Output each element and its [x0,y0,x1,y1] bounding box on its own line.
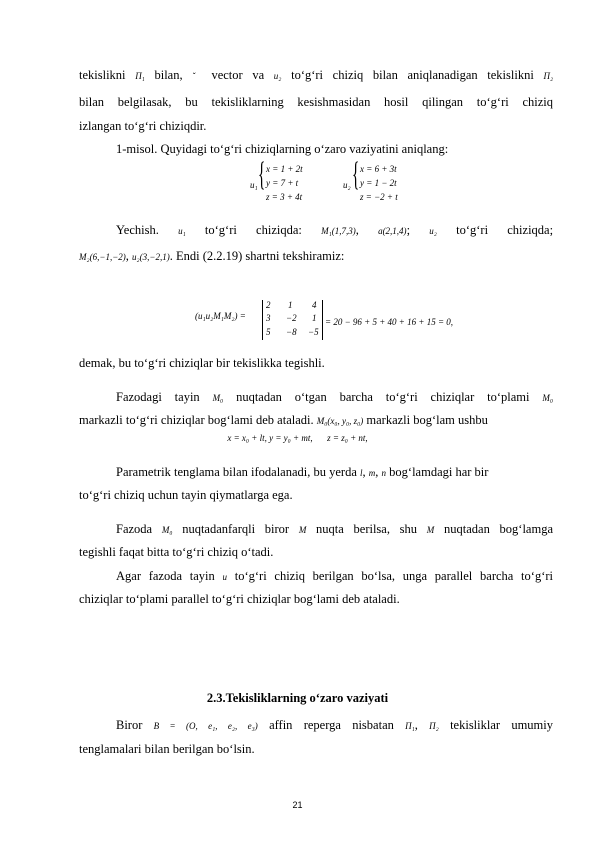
left-brace: { [258,156,266,193]
equation-row: z = 3 + 4t [266,192,303,202]
det-bar-right [322,300,323,340]
point-symbol: M₀ [212,393,224,403]
text: bilan, [154,68,183,82]
text: , [355,223,359,237]
vector-symbol: u₂(3,−2,1) [132,252,170,262]
text: , [365,433,368,443]
det-cell: 4 [312,300,317,310]
det-cell: 3 [266,313,271,323]
plane-symbol: Π₁ [405,721,415,731]
text: nuqta berilsa, shu [316,522,418,536]
text: markazli bog‘lam ushbu [366,413,488,427]
text: to‘g‘ri chiziq berilgan bo‘lsa, unga parallel barcha to‘g‘ri [234,569,553,583]
point-symbol: M₁(1,7,3) [321,226,356,236]
parameter-symbol: n [381,468,387,478]
det-cell: −8 [286,327,297,337]
plane-symbol: Π₂ [429,721,439,731]
text: bog‘lamdagi har bir [389,465,489,479]
conclusion: demak, bu to‘g‘ri chiziqlar bir tekislikka tegishli. [79,356,325,370]
text: nuqtadan o‘tgan barcha to‘g‘ri chiziqlar to‘plami [236,390,530,404]
bundle-line-5 [116,521,553,538]
det-cell: 1 [288,300,293,310]
equation-row: z = −2 + t [360,192,398,202]
left-brace: { [352,156,360,193]
text: tekislikni [79,68,126,82]
text: , [125,249,129,263]
parametric-equation [0,433,595,443]
bundle-line-7 [116,568,553,585]
text: , [362,465,366,479]
text: ; [406,223,411,237]
text: to‘g‘ri chiziq bilan aniqlanadigan tekislikni [291,68,534,82]
point-symbol: M [426,525,435,535]
parameter-symbol: l [360,468,363,478]
text: Fazodagi tayin [116,390,200,404]
u2-label: u₂ [343,180,351,190]
text: Parametrik tenglama bilan ifodalanadi, bu yerda [116,465,357,479]
text: Yechish. [116,223,159,237]
point-symbol: M₀(x₀, y₀, z₀) [316,416,364,426]
paragraph-1-line-3: izlangan to‘g‘ri chiziqdir. [79,119,207,133]
point-symbol: M₀ [161,525,173,535]
det-cell: 2 [266,300,271,310]
det-cell: −5 [308,327,319,337]
bundle-line-8: chiziqlar to‘plami parallel to‘g‘ri chiziqlar bog‘lami deb ataladi. [79,592,400,606]
text: markazli to‘g‘ri chiziqlar bog‘lami deb ataladi. [79,413,314,427]
equation: x = x₀ + lt, y = y₀ + mt [227,433,311,443]
vector-symbol: a(2,1,4) [378,226,407,236]
text: Agar fazoda tayin [116,569,215,583]
det-left: (u₁u₂M₁M₂) = [195,311,246,321]
paragraph-1-line-2: bilan belgilasak, bu tekisliklarning kesishmasidan hosil qilingan to‘g‘ri chiziq [79,95,553,109]
text: to‘g‘ri chiziqda; [456,223,554,237]
equation: z = z₀ + nt [327,433,366,443]
text: . Endi (2.2.19) shartni tekshiramiz: [169,249,345,263]
example-intro: 1-misol. Quyidagi to‘g‘ri chiziqlarning o‘zaro vaziyatini aniqlang: [116,142,449,156]
equation-row: y = 1 − 2t [360,178,397,188]
text: nuqtadan bog‘lamga [444,522,553,536]
equation-row: x = 6 + 3t [360,164,397,174]
paragraph-1-line-1 [79,67,553,84]
bundle-line-6: tegishli faqat bitta to‘g‘ri chiziq o‘tadi. [79,545,274,559]
equation-row: x = 1 + 2t [266,164,303,174]
det-cell: 5 [266,327,271,337]
section-line-2: tenglamalari bilan berilgan bo‘lsin. [79,742,255,756]
text: to‘g‘ri chiziqda: [204,223,302,237]
parameter-symbol: m [368,468,376,478]
line-symbol: u [222,572,227,582]
line-symbol: u₂ [273,71,282,81]
text: , [375,465,379,479]
bundle-line-3 [116,464,553,481]
text: , [414,718,418,732]
frame-symbol: B = (O, e₁, e₂, e₃) [153,721,258,731]
equation-row: y = 7 + t [266,178,299,188]
text: , [310,433,313,443]
vector-symbol: ˇ [192,71,202,81]
det-bar-left [262,300,263,340]
solution-line-1 [116,222,553,239]
point-symbol: M₀ [542,393,554,403]
bundle-line-2 [79,412,553,429]
bundle-line-4: to‘g‘ri chiziq uchun tayin qiymatlarga ega. [79,488,293,502]
text: tekisliklar umumiy [450,718,553,732]
text: nuqtadanfarqli biror [182,522,290,536]
solution-line-2 [79,248,553,265]
plane-symbol: Π₂ [543,71,554,81]
page-number: 21 [292,800,303,810]
det-right: = 20 − 96 + 5 + 40 + 16 + 15 = 0, [325,317,454,327]
u1-label: u₁ [250,180,258,190]
plane-symbol: Π₁ [135,71,145,81]
line-symbol: u₂ [429,226,437,236]
point-symbol: M [298,525,307,535]
det-cell: −2 [286,313,297,323]
text: Biror [116,718,143,732]
section-heading: 2.3.Tekisliklarning o‘zaro vaziyati [206,691,389,705]
line-symbol: u₁ [178,226,186,236]
section-line-1 [116,717,553,734]
text: Fazoda [116,522,153,536]
det-cell: 1 [312,313,317,323]
text: vector va [211,68,265,82]
text: affin reperga nisbatan [269,718,394,732]
bundle-line-1 [116,389,553,406]
point-symbol: M₂(6,−1,−2) [79,252,126,262]
